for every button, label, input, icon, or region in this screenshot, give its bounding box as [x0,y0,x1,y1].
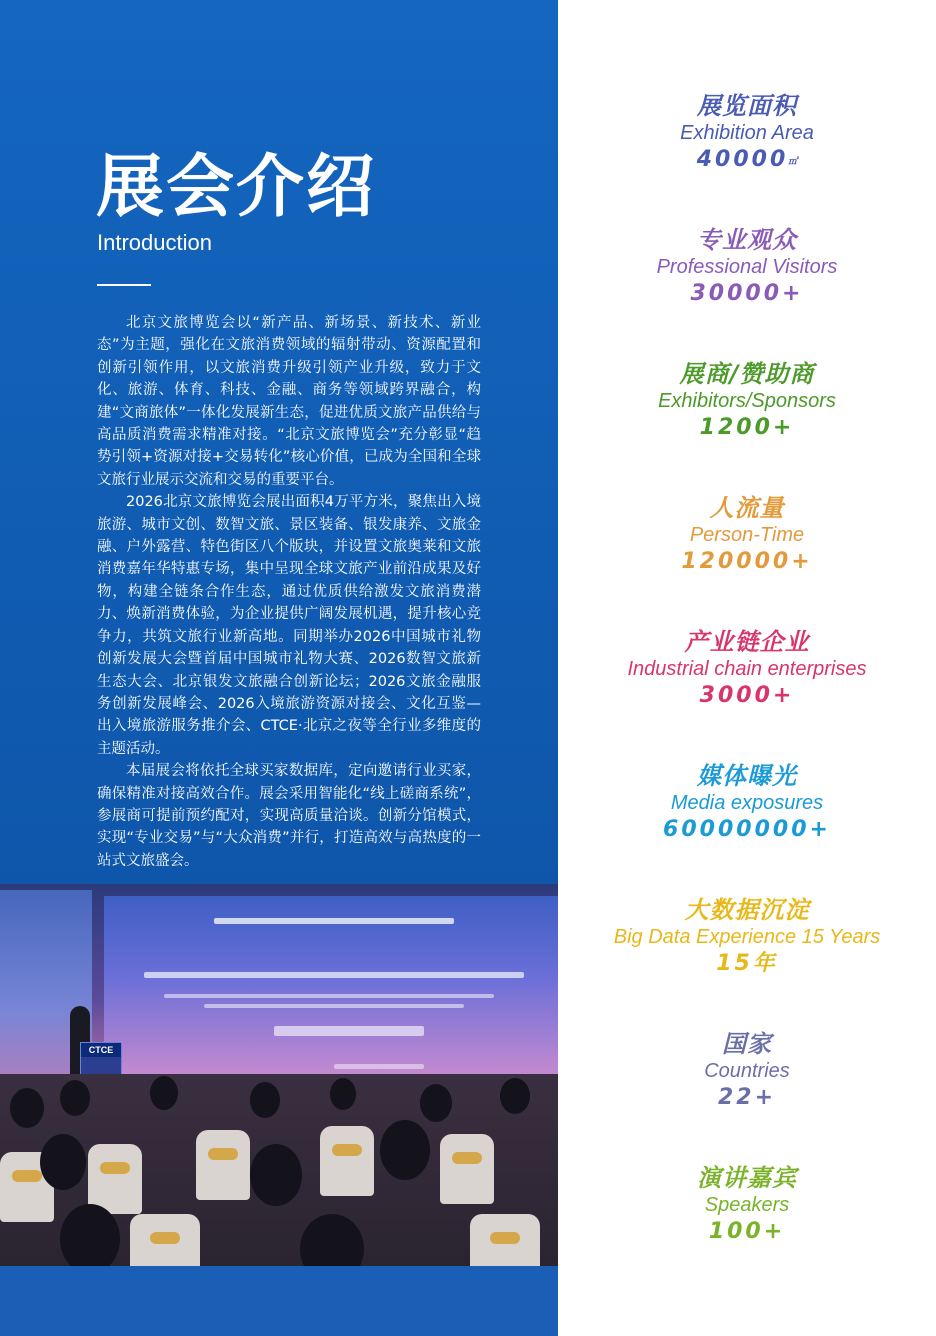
title-divider [97,284,151,286]
stat-professional-visitors [558,226,936,308]
intro-title: 展会介绍 [96,148,377,227]
stat-person-time [558,494,936,576]
stat-label-en: Media exposures [670,792,824,814]
stat-countries [558,1030,936,1112]
stat-value: 60000000+ [663,817,831,842]
stat-value [558,146,936,176]
stat-label-cn: 人流量 [709,494,785,522]
stage-screen [104,896,558,1076]
stat-label-cn: 媒体曝光 [697,762,797,790]
stat-media-exposures [558,762,936,844]
event-photo [0,884,558,1266]
bottom-band [0,1266,558,1336]
stat-label-cn: 展商/赞助商 [679,360,815,388]
stat-value: 100+ [708,1219,786,1244]
stat-label-en: Exhibition Area [680,122,814,144]
podium-logo: CTCE [81,1043,121,1057]
stat-label-cn: 专业观众 [697,226,797,254]
intro-body [97,312,481,872]
stat-unit: ㎡ [788,157,798,167]
stat-label-cn: 展览面积 [697,92,797,120]
intro-paragraph: 本届展会将依托全球买家数据库，定向邀请行业买家，确保精准对接高效合作。展会采用智能化“线上磋商系统”，参展商可提前预约配对，实现高质量洽谈。创新分馆模式，实现“专业交易”与“大众消费”并行，打造高效与高热度的一站式文旅盛会。 [97,763,481,869]
stat-label-en: Big Data Experience 15 Years [613,926,881,948]
stat-industrial-chain [558,628,936,710]
stat-label-cn: 国家 [722,1030,772,1058]
stat-value: 1200+ [699,415,795,440]
intro-subtitle: Introduction [97,230,212,255]
stat-value: 22+ [717,1085,777,1110]
stat-label-cn: 大数据沉淀 [684,896,810,924]
stat-exhibitors [558,360,936,442]
stat-big-data [558,896,936,978]
stat-value: 30000+ [690,281,804,306]
intro-paragraph: 北京文旅博览会以“新产品、新场景、新技术、新业态”为主题，强化在文旅消费领域的辐射带动、资源配置和创新引领作用，以文旅消费升级引领产业升级，致力于文化、旅游、体育、科技、金融、商务等领域跨界融合，构建“文商旅体”一体化发展新生态，促进优质文旅产品供给与高品质消费需求精准对接。“北京文旅博览会”充分彰显“趋势引领+资源对接+交易转化”核心价值，已成为全国和全球文旅行业展示交流和交易的重要平台。 [97,315,481,488]
stat-value: 120000+ [681,549,813,574]
stat-label-en: Speakers [704,1194,790,1216]
stat-number: 40000 [696,147,789,172]
stat-label-en: Professional Visitors [656,256,838,278]
audience [0,1074,558,1266]
stat-label-en: Countries [704,1060,790,1082]
stat-label-en: Industrial chain enterprises [627,658,867,680]
stat-value: 15年 [716,951,778,976]
stat-label-en: Exhibitors/Sponsors [658,390,836,412]
stat-label-en: Person-Time [689,524,805,546]
stat-speakers [558,1164,936,1246]
intro-paragraph: 2026北京文旅博览会展出面积4万平方米，聚焦出入境旅游、城市文创、数智文旅、景区装备、银发康养、文旅金融、户外露营、特色街区八个版块，并设置文旅奥莱和文旅消费嘉年华特惠专场，集中呈现全球文旅产业前沿成果及好物，构建全链条合作生态，通过优质供给激发文旅消费潜力、焕新消费体验，为企业提供广阔发展机遇，提升核心竞争力，共筑文旅行业新高地。同期举办2026中国城市礼物创新发展大会暨首届中国城市礼物大赛、2026数智文旅新生态大会、北京银发文旅融合创新论坛；2026文旅金融服务创新发展峰会、2026入境旅游资源对接会、文化互鉴—出入境旅游服务推介会、CTCE·北京之夜等全行业多维度的主题活动。 [97,494,481,757]
stat-exhibition-area [558,92,936,176]
stats-column [558,0,936,1336]
stat-label-cn: 产业链企业 [684,628,810,656]
stat-label-cn: 演讲嘉宾 [697,1164,797,1192]
stat-value: 3000+ [699,683,795,708]
